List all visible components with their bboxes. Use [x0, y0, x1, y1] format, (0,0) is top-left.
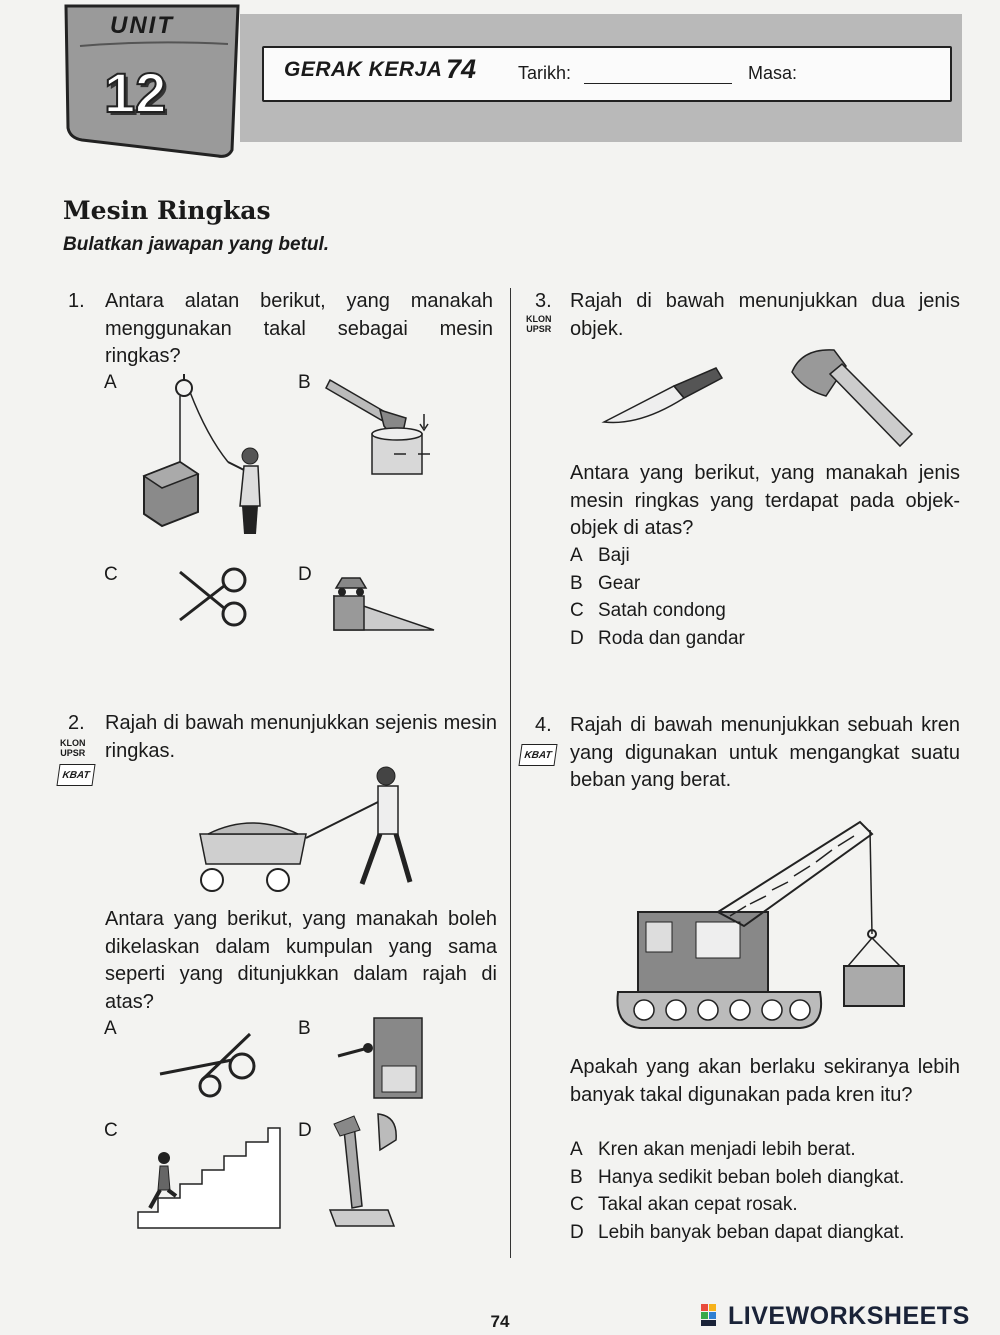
- q3-choice-b-text: Gear: [598, 572, 641, 594]
- q2-option-d-label[interactable]: D: [298, 1120, 312, 1141]
- q1-number: 1.: [68, 290, 85, 312]
- scissors-image-q2: [152, 1030, 262, 1100]
- q4-number: 4.: [535, 714, 552, 736]
- car-on-ramp-image: [330, 566, 440, 632]
- worksheet-number: 74: [446, 54, 477, 84]
- q3-choice-b-letter: B: [570, 572, 583, 594]
- q4-kbat-badge: KBAT: [518, 744, 557, 766]
- section-title: Mesin Ringkas: [63, 196, 271, 225]
- column-divider: [510, 288, 511, 1258]
- q3-choice-b[interactable]: [570, 570, 745, 598]
- q4-text: Rajah di bawah menunjukkan sebuah kren yang digunakan untuk mengangkat suatu beban yang berat.: [570, 714, 960, 791]
- q4-choice-d[interactable]: [570, 1219, 904, 1247]
- q3-choice-c-text: Satah condong: [598, 600, 726, 621]
- q4-choice-a-letter: A: [570, 1139, 583, 1160]
- scissors-image: [176, 564, 256, 634]
- q3-upsr-text: UPSR: [526, 324, 552, 334]
- q3-choices: [570, 542, 745, 652]
- q3-choice-a[interactable]: [570, 542, 745, 570]
- q3-choice-c-letter: C: [570, 600, 584, 621]
- q4-choice-c-letter: C: [570, 1194, 584, 1215]
- q2-klon-badge: [60, 738, 86, 758]
- unit-label: UNIT: [110, 12, 174, 39]
- axe-image: [782, 344, 916, 452]
- q3-choice-d[interactable]: [570, 625, 745, 653]
- q3-question: Antara yang berikut, yang manakah jenis mesin ringkas yang terdapat pada objek-objek di atas?: [570, 462, 960, 539]
- q1-option-b-label[interactable]: B: [298, 372, 311, 393]
- q3-klon-text: KLON: [526, 314, 552, 324]
- hammer-pulling-nail-image: [320, 1110, 410, 1240]
- q3-klon-badge: [526, 314, 552, 334]
- person-climbing-stairs-image: [134, 1112, 284, 1232]
- q2-option-b-label[interactable]: B: [298, 1018, 311, 1039]
- q3-choice-a-text: Baji: [598, 545, 630, 566]
- time-label: Masa:: [748, 63, 798, 83]
- q4-choice-c-text: Takal akan cepat rosak.: [598, 1194, 798, 1215]
- unit-number: 12: [104, 61, 167, 124]
- q4-choice-b[interactable]: [570, 1164, 904, 1192]
- date-label: Tarikh:: [518, 63, 572, 83]
- q4-question: Apakah yang akan berlaku sekiranya lebih banyak takal digunakan pada kren itu?: [570, 1056, 960, 1106]
- q2-question: Antara yang berikut, yang manakah boleh dikelaskan dalam kumpulan yang sama seperti yang ditunjukkan dalam rajah di atas?: [105, 908, 497, 1013]
- date-field[interactable]: [584, 83, 732, 84]
- q1-text: Antara alatan berikut, yang manakah menggunakan takal sebagai mesin ringkas?: [105, 290, 493, 367]
- q3-choice-d-letter: D: [570, 627, 584, 649]
- q2-option-a-label[interactable]: A: [104, 1018, 117, 1039]
- page-number: 74: [490, 1312, 510, 1331]
- wheelbarrow-cart-image: [186, 764, 436, 896]
- q2-text: Rajah di bawah menunjukkan sejenis mesin ringkas.: [105, 712, 497, 762]
- pulley-lifting-box-image: [132, 366, 262, 536]
- q3-choice-a-letter: A: [570, 545, 583, 566]
- q3-choice-c[interactable]: [570, 597, 745, 625]
- liveworksheets-logo-icon: [700, 1303, 724, 1327]
- pencil-sharpener-image: [330, 1008, 440, 1108]
- q4-choice-d-text: Lebih banyak beban dapat diangkat.: [598, 1221, 905, 1243]
- knife-image: [600, 364, 724, 430]
- q4-choice-a-text: Kren akan menjadi lebih berat.: [598, 1139, 856, 1160]
- q1-option-d-label[interactable]: D: [298, 564, 312, 585]
- q2-klon-text: KLON: [60, 738, 86, 748]
- q1-option-c-label[interactable]: C: [104, 564, 118, 585]
- q1-option-a-label[interactable]: A: [104, 372, 117, 393]
- watermark-text: LIVEWORKSHEETS: [728, 1302, 970, 1330]
- q4-choice-b-text: Hanya sedikit beban boleh diangkat.: [598, 1166, 905, 1188]
- q2-upsr-text: UPSR: [60, 748, 86, 758]
- crane-lifting-load-image: [610, 816, 910, 1034]
- q4-choice-d-letter: D: [570, 1221, 584, 1243]
- worksheet-label: GERAK KERJA: [284, 58, 443, 81]
- q3-number: 3.: [535, 290, 552, 312]
- q3-text: Rajah di bawah menunjukkan dua jenis objek.: [570, 290, 960, 340]
- q2-kbat-badge: KBAT: [56, 764, 95, 786]
- q2-number: 2.: [68, 712, 85, 734]
- q4-choice-b-letter: B: [570, 1166, 583, 1188]
- q2-option-c-label[interactable]: C: [104, 1120, 118, 1141]
- axe-splitting-log-image: [322, 366, 442, 476]
- q4-choice-a[interactable]: [570, 1136, 904, 1164]
- q4-choice-c[interactable]: [570, 1191, 904, 1219]
- section-instruction: Bulatkan jawapan yang betul.: [63, 234, 330, 255]
- q4-choices: [570, 1136, 904, 1246]
- q3-choice-d-text: Roda dan gandar: [598, 627, 745, 649]
